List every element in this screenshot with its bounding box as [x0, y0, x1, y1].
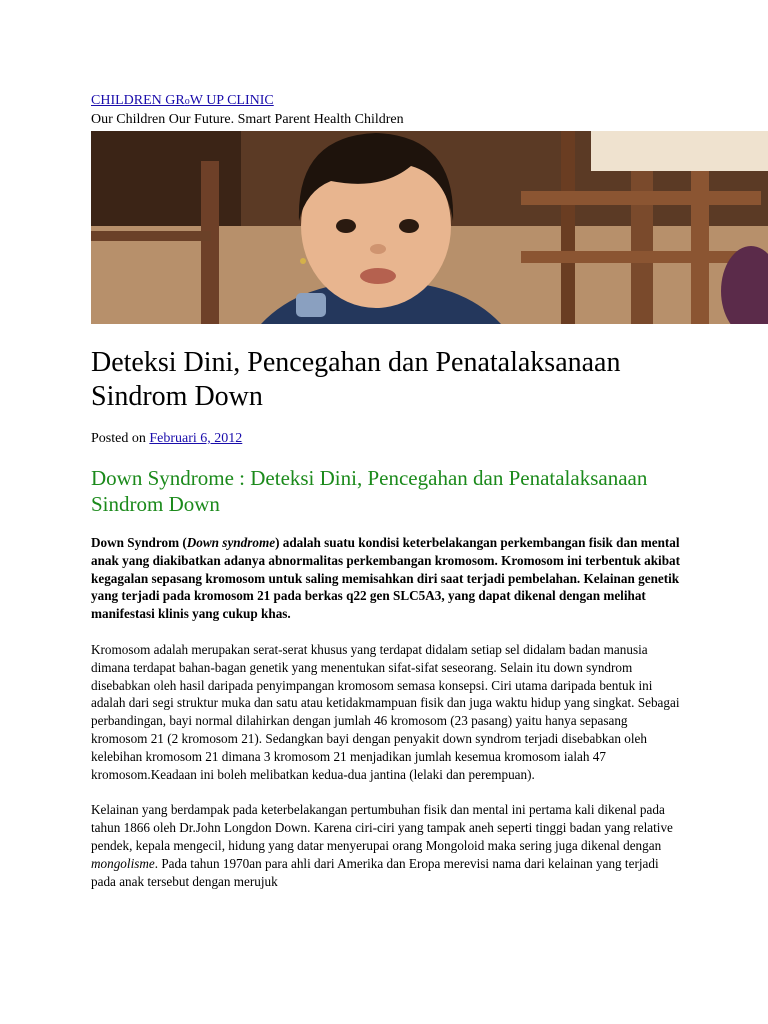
- hero-image: [91, 131, 768, 324]
- posted-label: Posted on: [91, 431, 146, 446]
- post-date-link[interactable]: Februari 6, 2012: [149, 431, 243, 446]
- emphasis-mongolisme: mongolisme: [91, 855, 155, 871]
- paragraph-3: Kelainan yang berdampak pada keterbelakangan pertumbuhan fisik dan mental ini pertama kali dikenal pada tahun 1866 oleh Dr.John Longdon Down. Karena ciri-ciri yang tampak aneh seperti tinggi badan yang relative pendek, kepala mengecil, hidung yang datar menyerupai orang Mongoloid maka sering juga dikenal dengan mongolisme. Pada tahun 1970an para ahli dari Amerika dan Eropa merevisi nama dari kelainan yang terjadi pada anak tersebut dengan merujuk: [91, 802, 673, 889]
- site-title-link[interactable]: CHILDREN GRoW UP CLINIC: [91, 93, 274, 108]
- paragraph-1: Down Syndrom (Down syndrome) adalah suatu kondisi keterbelakangan perkembangan fisik dan mental anak yang diakibatkan adanya abnormalitas perkembangan kromosom. Kromosom ini terbentuk akibat kegagalan sepasang kromosom untuk saling memisahkan diri saat terjadi pembelahan. Kelainan genetik yang terjadi pada kromosom 21 pada berkas q22 gen SLC5A3, yang dapat dikenal dengan melihat manifestasi klinis yang cukup khas.: [91, 535, 681, 622]
- post-title: Deteksi Dini, Pencegahan dan Penatalaksanaan Sindrom Down: [91, 347, 621, 412]
- page: [91, 92, 768, 890]
- site-title: [91, 92, 768, 111]
- emphasis-down-syndrome: Down syndrome: [186, 535, 276, 550]
- post-meta: [91, 430, 768, 448]
- site-tagline: Our Children Our Future. Smart Parent Health Children: [91, 112, 404, 127]
- paragraph-2: Kromosom adalah merupakan serat-serat khusus yang terdapat didalam setiap sel didalam badan manusia dimana terdapat bahan-bagan genetik yang menentukan sifat-sifat seseorang. Selain itu down syndrom disebabkan oleh hasil daripada penyimpangan kromosom semasa konsepsi. Ciri utama daripada bentuk ini adalah dari segi struktur muka dan satu atau ketidakmampuan fisik dan juga waktu hidup yang singkat. Sebagai perbandingan, bayi normal dilahirkan dengan jumlah 46 kromosom (23 pasang) yaitu hanya sepasang kromosom 21 (2 kromosom 21). Sedangkan bayi dengan penyakit down syndrom terjadi disebabkan oleh kelebihan kromosom 21 dimana 3 kromosom 21 menjadikan jumlah kesemua kromosom ialah 47 kromosom.Keadaan ini boleh melibatkan kedua-dua jantina (lelaki dan perempuan).: [91, 641, 680, 782]
- hero-illustration: [91, 131, 768, 324]
- post-subtitle: Down Syndrome : Deteksi Dini, Pencegahan dan Penatalaksanaan Sindrom Down: [91, 466, 648, 516]
